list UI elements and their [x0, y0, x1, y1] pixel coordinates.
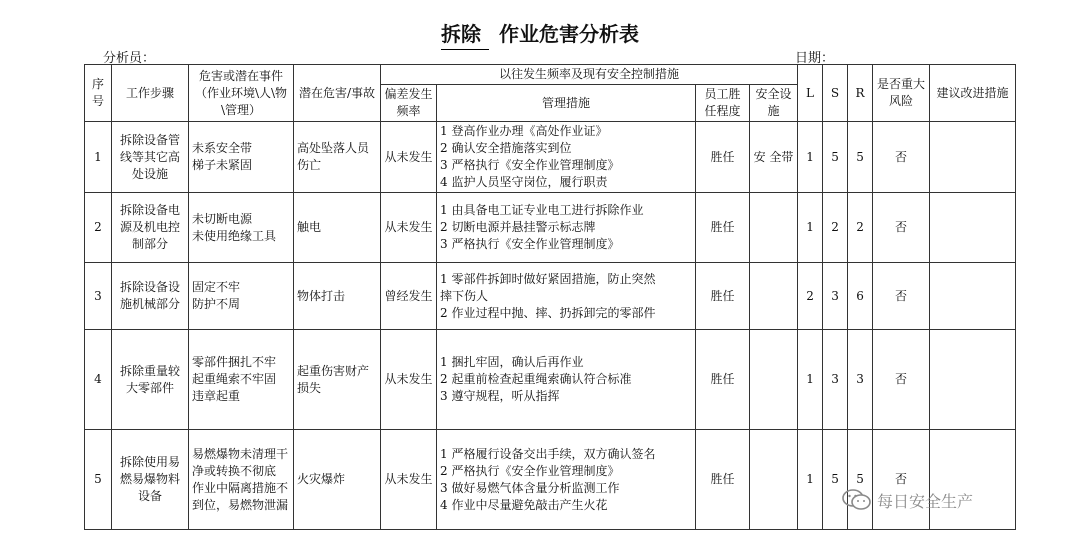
table-row [85, 330, 1016, 430]
cell-seq: 4 [85, 330, 112, 430]
page-title [0, 18, 1080, 50]
cell-competence: 胜任 [696, 263, 750, 330]
cell-measures [437, 263, 696, 330]
header-freq: 偏差发生频率 [381, 85, 437, 122]
cell-facility: 安 全带 [750, 122, 798, 193]
header-major: 是否重大风险 [873, 65, 930, 122]
cell-step: 拆除设备电源及机电控制部分 [112, 193, 189, 263]
date-label: 日期： [795, 51, 835, 66]
header-step: 工作步骤 [112, 65, 189, 122]
cell-facility [750, 193, 798, 263]
cell-S: 2 [823, 193, 848, 263]
cell-measures-line: 2 严格执行《安全作业管理制度》 [440, 463, 620, 478]
cell-R: 2 [848, 193, 873, 263]
cell-seq: 2 [85, 193, 112, 263]
cell-step: 拆除使用易燃易爆物料设备 [112, 430, 189, 530]
header-measures: 管理措施 [437, 85, 696, 122]
cell-competence: 胜任 [696, 193, 750, 263]
wechat-icon [842, 488, 872, 512]
cell-measures-line: 2 切断电源并悬挂警示标志牌 [440, 220, 596, 234]
cell-hazard-line: 未切断电源 [192, 211, 253, 226]
cell-measures-line: 1 由具备电工证专业电工进行拆除作业 [440, 203, 644, 217]
cell-hazard [189, 122, 294, 193]
cell-hazard-line: 梯子未紧固 [192, 158, 253, 172]
cell-measures [437, 122, 696, 193]
cell-accident: 起重伤害财产损失 [294, 330, 381, 430]
cell-S: 3 [823, 263, 848, 330]
hazard-analysis-table [84, 64, 1016, 530]
cell-facility [750, 430, 798, 530]
header-accident: 潜在危害/事故 [294, 65, 381, 122]
cell-measures-line: 1 捆扎牢固，确认后再作业 [440, 355, 584, 369]
watermark-text: 每日安全生产 [877, 491, 974, 511]
cell-hazard [189, 330, 294, 430]
cell-facility [750, 263, 798, 330]
cell-freq: 从未发生 [381, 330, 437, 430]
cell-competence: 胜任 [696, 430, 750, 530]
header-competence: 员工胜任程度 [696, 85, 750, 122]
table-row [85, 193, 1016, 263]
title-blank: 拆除 [441, 18, 489, 50]
cell-measures-line: 1 登高作业办理《高处作业证》 [440, 124, 608, 138]
table-row [85, 430, 1016, 530]
cell-step: 拆除设备设施机械部分 [112, 263, 189, 330]
table-row [85, 263, 1016, 330]
cell-R: 5 [848, 122, 873, 193]
cell-measures-line: 摔下伤人 [440, 288, 489, 303]
cell-seq: 3 [85, 263, 112, 330]
cell-competence: 胜任 [696, 330, 750, 430]
cell-hazard [189, 193, 294, 263]
cell-facility [750, 330, 798, 430]
header-group: 以往发生频率及现有安全控制措施 [381, 65, 798, 85]
cell-measures-line: 1 严格履行设备交出手续，双方确认签名 [440, 446, 656, 461]
cell-measures-line: 3 严格执行《安全作业管理制度》 [440, 158, 620, 172]
cell-hazard-line: 未使用绝缘工具 [192, 228, 277, 243]
cell-measures-line: 2 确认安全措施落实到位 [440, 141, 572, 155]
cell-measures-line: 2 起重前检查起重绳索确认符合标准 [440, 372, 632, 386]
cell-S: 3 [823, 330, 848, 430]
cell-hazard-line: 固定不牢 [192, 280, 241, 294]
cell-suggest [930, 430, 1016, 530]
header-facility: 安全设施 [750, 85, 798, 122]
table-row [85, 122, 1016, 193]
cell-S: 5 [823, 122, 848, 193]
header-hazard: 危害或潜在事件（作业环境\人\物\管理） [189, 65, 294, 122]
cell-major: 否 [873, 330, 930, 430]
cell-hazard-line: 零部件捆扎不牢 [192, 355, 277, 369]
cell-hazard [189, 263, 294, 330]
title-main: 作业危害分析表 [499, 22, 639, 46]
cell-R: 6 [848, 263, 873, 330]
cell-hazard [189, 430, 294, 530]
cell-freq: 曾经发生 [381, 263, 437, 330]
cell-R: 5 [848, 430, 873, 530]
cell-hazard-line: 未系安全带 [192, 141, 253, 155]
cell-seq: 1 [85, 122, 112, 193]
cell-measures-line: 1 零部件拆卸时做好紧固措施，防止突然 [440, 271, 656, 286]
cell-accident: 触电 [294, 193, 381, 263]
cell-measures [437, 193, 696, 263]
cell-measures-line: 3 做好易燃气体含量分析监测工作 [440, 480, 620, 495]
cell-L: 2 [798, 263, 823, 330]
cell-suggest [930, 330, 1016, 430]
cell-suggest [930, 193, 1016, 263]
cell-major: 否 [873, 193, 930, 263]
cell-S: 5 [823, 430, 848, 530]
watermark [842, 488, 973, 512]
cell-competence: 胜任 [696, 122, 750, 193]
header-L: L [798, 65, 823, 122]
cell-accident: 物体打击 [294, 263, 381, 330]
cell-measures-line: 4 监护人员坚守岗位，履行职责 [440, 175, 608, 189]
cell-hazard-line: 作业中隔离措施不到位，易燃物泄漏 [192, 480, 289, 512]
header-R: R [848, 65, 873, 122]
cell-step: 拆除重量较大零部件 [112, 330, 189, 430]
cell-accident: 高处坠落人员伤亡 [294, 122, 381, 193]
cell-suggest [930, 122, 1016, 193]
header-seq: 序号 [85, 65, 112, 122]
cell-major: 否 [873, 122, 930, 193]
cell-hazard-line: 易燃爆物未清理干净或转换不彻底 [192, 446, 289, 478]
cell-major: 否 [873, 263, 930, 330]
cell-hazard-line: 防护不周 [192, 297, 241, 311]
cell-measures-line: 2 作业过程中抛、摔、扔拆卸完的零部件 [440, 305, 656, 320]
cell-L: 1 [798, 430, 823, 530]
header-suggest: 建议改进措施 [930, 65, 1016, 122]
cell-measures-line: 3 遵守规程，听从指挥 [440, 389, 560, 403]
cell-suggest [930, 263, 1016, 330]
cell-hazard-line: 违章起重 [192, 389, 241, 403]
cell-measures [437, 430, 696, 530]
cell-accident: 火灾爆炸 [294, 430, 381, 530]
cell-step: 拆除设备管线等其它高处设施 [112, 122, 189, 193]
cell-seq: 5 [85, 430, 112, 530]
cell-L: 1 [798, 330, 823, 430]
cell-R: 3 [848, 330, 873, 430]
analyst-label: 分析员： [103, 51, 156, 66]
cell-measures-line: 4 作业中尽量避免敲击产生火花 [440, 497, 608, 512]
header-S: S [823, 65, 848, 122]
cell-freq: 从未发生 [381, 430, 437, 530]
cell-hazard-line: 起重绳索不牢固 [192, 372, 277, 386]
cell-freq: 从未发生 [381, 122, 437, 193]
cell-L: 1 [798, 122, 823, 193]
cell-freq: 从未发生 [381, 193, 437, 263]
cell-major: 否 [873, 430, 930, 530]
cell-measures [437, 330, 696, 430]
cell-L: 1 [798, 193, 823, 263]
cell-measures-line: 3 严格执行《安全作业管理制度》 [440, 237, 620, 251]
